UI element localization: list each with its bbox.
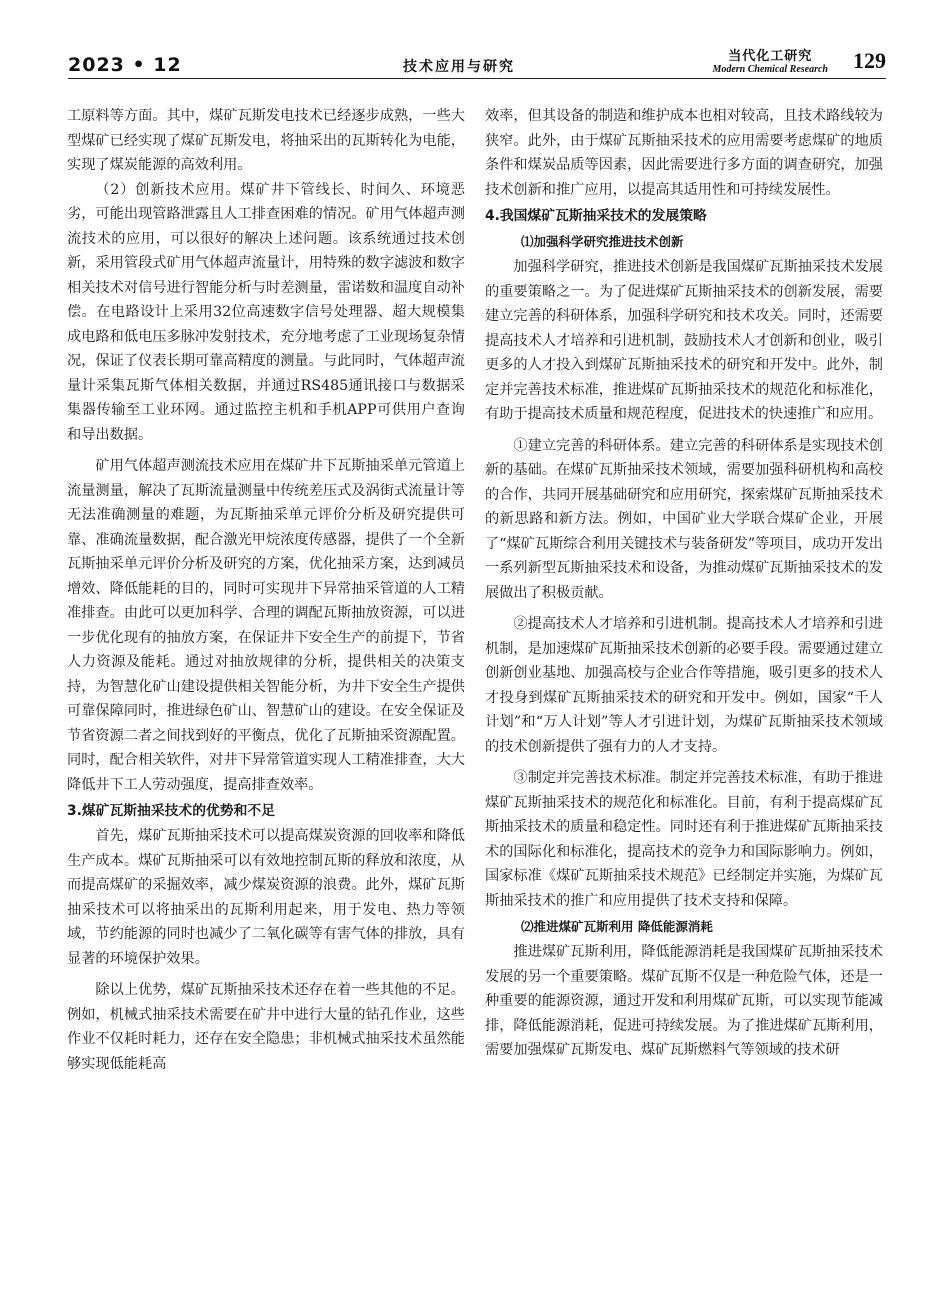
- paragraph: （2）创新技术应用。煤矿井下管线长、时间久、环境恶劣，可能出现管路泄露且人工排查困难的情况。矿用气体超声测流技术的应用，可以很好的解决上述问题。该系统通过技术创新，采用管段式矿用气体超声流量计，用特殊的数字滤波和数字相关技术对信号进行智能分析与时差测量，雷诺数和温度自动补偿。在电路设计上采用32位高速数字信号处理器、超大规模集成电路和低电压多脉冲发射技术，充分地考虑了工业现场复杂情况，保证了仪表长期可靠高精度的测量。与此同时，气体超声流量计采集瓦斯气体相关数据，并通过RS485通讯接口与数据采集器传输至工业环网。通过监控主机和手机APP可供用户查询和导出数据。: [67, 181, 465, 443]
- paragraph: ③制定并完善技术标准。制定并完善技术标准，有助于推进煤矿瓦斯抽采技术的规范化和标准化。目前，有利于提高煤矿瓦斯抽采技术的质量和稳定性。同时还有利于推进煤矿瓦斯抽采技术的国际化和标准化，提高技术的竞争力和国际影响力。例如，国家标准《煤矿瓦斯抽采技术规范》已经制定并实施，为煤矿瓦斯抽采技术的推广和应用提供了技术支持和保障。: [485, 770, 883, 909]
- paragraph: 加强科学研究，推进技术创新是我国煤矿瓦斯抽采技术发展的重要策略之一。为了促进煤矿瓦斯抽采技术的创新发展，需要建立完善的科研体系，加强科学研究和技术攻关。同时，还需要提高技术人才培养和引进机制，鼓励技术人才创新和创业，吸引更多的人才投入到煤矿瓦斯抽采技术的研究和开发中。此外，制定并完善技术标准，推进煤矿瓦斯抽采技术的规范化和标准化，有助于提高技术质量和规范程度，促进技术的快速推广和应用。: [485, 259, 883, 422]
- paragraph-gap: [485, 605, 883, 612]
- paragraph: 推进煤矿瓦斯利用，降低能源消耗是我国煤矿瓦斯抽采技术发展的另一个重要策略。煤矿瓦斯不仅是一种危险气体，还是一种重要的能源资源，通过开发和利用煤矿瓦斯，可以实现节能减排，降低能源消耗，促进可持续发展。为了推进煤矿瓦斯利用，需要加强煤矿瓦斯发电、煤矿瓦斯燃料气等领域的技术研: [485, 944, 883, 1058]
- section-title: 技术应用与研究: [403, 59, 515, 75]
- paragraph: 首先，煤矿瓦斯抽采技术可以提高煤炭资源的回收率和降低生产成本。煤矿瓦斯抽采可以有效地控制瓦斯的释放和浓度，从而提高煤矿的采掘效率，减少煤炭资源的浪费。此外，煤矿瓦斯抽采技术可以将抽采出的瓦斯利用起来，用于发电、热力等领域，节约能源的同时也减少了二氧化碳等有害气体的排放，具有显著的环境保护效果。: [67, 828, 465, 967]
- paragraph-gap: [67, 447, 465, 454]
- page-header: [68, 46, 886, 78]
- journal-name: [712, 49, 828, 76]
- paragraph: ②提高技术人才培养和引进机制。提高技术人才培养和引进机制，是加速煤矿瓦斯抽采技术创新的必要手段。需要通过建立创新创业基地、加强高校与企业合作等措施，吸引更多的技术人才投身到煤矿瓦斯抽采技术的研究和开发中。例如，国家“千人计划”和“万人计划”等人才引进计划，为煤矿瓦斯抽采技术领域的技术创新提供了强有力的人才支持。: [485, 616, 883, 755]
- page-number: 129: [853, 48, 886, 73]
- paragraph: 工原料等方面。其中，煤矿瓦斯发电技术已经逐步成熟，一些大型煤矿已经实现了煤矿瓦斯发电，将抽采出的瓦斯转化为电能，实现了煤炭能源的高效利用。: [67, 108, 465, 173]
- right-column: [485, 104, 883, 1063]
- journal-name-en: Modern Chemical Research: [712, 64, 828, 75]
- paragraph: 除以上优势，煤矿瓦斯抽采技术还存在着一些其他的不足。例如，机械式抽采技术需要在矿井中进行大量的钻孔作业，这些作业不仅耗时耗力，还存在安全隐患；非机械式抽采技术虽然能够实现低能耗高: [67, 982, 465, 1072]
- paragraph-gap: [67, 971, 465, 978]
- subsection-heading: ⑵推进煤矿瓦斯利用 降低能源消耗: [521, 919, 713, 934]
- section-heading: 3.煤矿瓦斯抽采技术的优势和不足: [67, 803, 275, 819]
- journal-name-cn: 当代化工研究: [728, 49, 813, 64]
- header-rule: [68, 78, 886, 79]
- issue-number: 2023 • 12: [68, 54, 182, 76]
- paragraph-gap: [485, 759, 883, 766]
- paragraph-gap: [485, 427, 883, 434]
- section-heading: 4.我国煤矿瓦斯抽采技术的发展策略: [485, 208, 707, 224]
- subsection-heading: ⑴加强科学研究推进技术创新: [521, 234, 684, 249]
- paragraph: ①建立完善的科研体系。建立完善的科研体系是实现技术创新的基础。在煤矿瓦斯抽采技术领域，需要加强科研机构和高校的合作，共同开展基础研究和应用研究，探索煤矿瓦斯抽采技术的新思路和新方法。例如，中国矿业大学联合煤矿企业，开展了“煤矿瓦斯综合利用关键技术与装备研发”等项目，成功开发出一系列新型瓦斯抽采技术和设备，为推动煤矿瓦斯抽采技术的发展做出了积极贡献。: [485, 437, 883, 601]
- paragraph: 效率，但其设备的制造和维护成本也相对较高，且技术路线较为狭窄。此外，由于煤矿瓦斯抽采技术的应用需要考虑煤矿的地质条件和煤炭品质等因素，因此需要进行多方面的调查研究，加强技术创新和推广应用，以提高其适用性和可持续发展性。: [485, 108, 883, 198]
- paragraph: 矿用气体超声测流技术应用在煤矿井下瓦斯抽采单元管道上流量测量，解决了瓦斯流量测量中传统差压式及涡街式流量计等无法准确测量的难题，为瓦斯抽采单元评价分析及研究提供可靠、准确流量数据，配合激光甲烷浓度传感器，提供了一个全新瓦斯抽采单元评价分析及研究的方案，优化抽采方案，达到减员增效、降低能耗的目的，同时可实现井下异常抽采管道的人工精准排查。由此可以更加科学、合理的调配瓦斯抽放资源，可以进一步优化现有的抽放方案，在保证井下安全生产的前提下，节省人力资源及能耗。通过对抽放规律的分析，提供相关的决策支持，为智慧化矿山建设提供相关智能分析，为井下安全生产提供可靠保障同时，推进绿色矿山、智慧矿山的建设。在安全保证及节省资源二者之间找到好的平衡点，优化了瓦斯抽采资源配置。同时，配合相关软件，对井下异常管道实现人工精准排查，大大降低井下工人劳动强度，提高排查效率。: [67, 458, 465, 793]
- left-column: [67, 104, 465, 1076]
